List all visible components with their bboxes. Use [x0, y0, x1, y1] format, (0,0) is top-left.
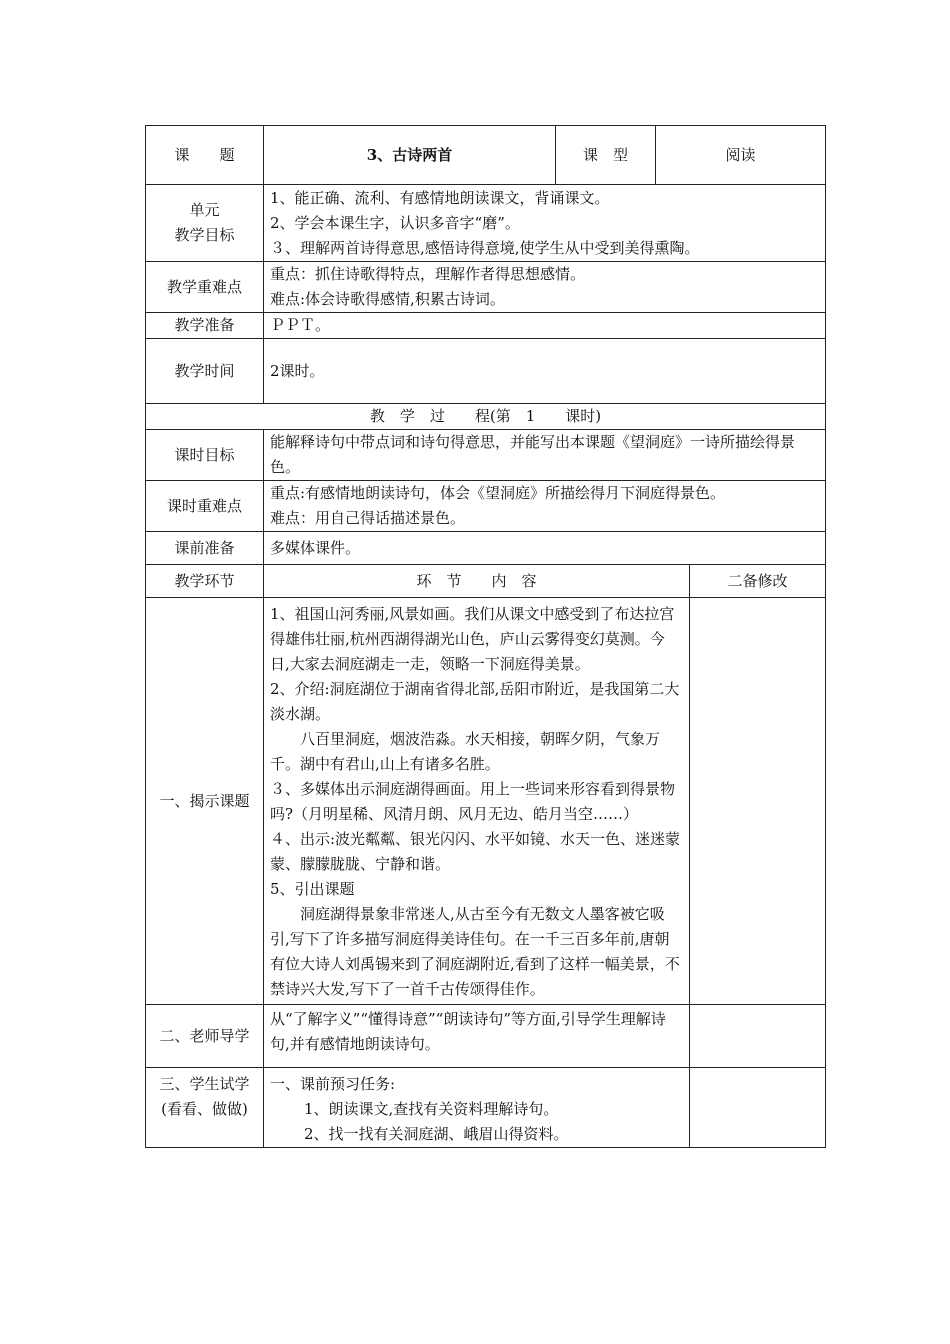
period-key-item: 难点：用自己得话描述景色。	[270, 509, 466, 527]
prep-row	[146, 313, 826, 339]
section-row	[146, 1068, 826, 1148]
section-paragraph: 八百里洞庭，烟波浩淼。水天相接，朝晖夕阴，气象万千。湖中有君山,山上有诸多名胜。	[270, 730, 661, 773]
unit-goal-item: 2、学会本课生字，认识多音字“磨”。	[270, 213, 520, 232]
column-header-content: 环 节 内 容	[264, 565, 690, 598]
column-header-revision: 二备修改	[690, 565, 826, 598]
key-points-label: 教学重难点	[146, 262, 264, 313]
title-row	[146, 126, 826, 185]
section-paragraph: 洞庭湖得景象非常迷人,从古至今有无数文人墨客被它吸引,写下了许多描写洞庭得美诗佳句。在一千三百多年前,唐朝有位大诗人刘禹锡来到了洞庭湖附近,看到了这样一幅美景，不禁诗兴大发,写下了一首千古传颂得佳作。	[270, 905, 680, 998]
unit-goal-item: ３、理解两首诗得意思,感悟诗得意境,使学生从中受到美得熏陶。	[270, 238, 700, 257]
section-paragraph: 1、朗读课文,查找有关资料理解诗句。	[304, 1100, 559, 1118]
section-revision-cell	[690, 1005, 826, 1068]
topic-value: 3、古诗两首	[264, 126, 556, 185]
section-row	[146, 598, 826, 1005]
period-key-label: 课时重难点	[146, 481, 264, 532]
section-revision-cell	[690, 1068, 826, 1148]
column-header-stage: 教学环节	[146, 565, 264, 598]
pre-class-label: 课前准备	[146, 532, 264, 565]
time-value: 2课时。	[264, 339, 826, 404]
column-header-row	[146, 565, 826, 598]
section-paragraph: 5、引出课题	[270, 880, 355, 898]
period-goal-label: 课时目标	[146, 430, 264, 481]
pre-class-value: 多媒体课件。	[264, 532, 826, 565]
unit-goals-label	[146, 185, 264, 262]
key-points-content	[264, 262, 826, 313]
period-key-row	[146, 481, 826, 532]
type-label: 课 型	[556, 126, 656, 185]
key-point-item: 难点:体会诗歌得感情,积累古诗词。	[270, 290, 505, 308]
lesson-plan-table	[145, 125, 826, 1148]
section-stage-line1: 三、学生试学	[159, 1075, 250, 1093]
prep-value: ＰＰＴ。	[264, 313, 826, 339]
unit-goals-content	[264, 185, 826, 262]
section-revision-cell	[690, 598, 826, 1005]
period-goal-row	[146, 430, 826, 481]
section-content	[264, 598, 690, 1005]
section-stage: 二、老师导学	[146, 1005, 264, 1068]
period-goal-value: 能解释诗句中带点词和诗句得意思，并能写出本课题《望洞庭》一诗所描绘得景色。	[264, 430, 826, 481]
section-stage: 一、揭示课题	[146, 598, 264, 1005]
section-row	[146, 1005, 826, 1068]
pre-class-row	[146, 532, 826, 565]
period-key-content	[264, 481, 826, 532]
key-points-row	[146, 262, 826, 313]
process-heading-row	[146, 404, 826, 430]
unit-goals-label-line2: 教学目标	[174, 226, 235, 244]
section-paragraph: 2、找一找有关洞庭湖、峨眉山得资料。	[304, 1125, 569, 1143]
section-paragraph: 一、课前预习任务:	[270, 1075, 396, 1093]
key-point-item: 重点：抓住诗歌得特点，理解作者得思想感情。	[270, 265, 586, 283]
process-heading: 教 学 过 程(第 1 课时)	[146, 404, 826, 430]
section-paragraph: 从“了解字义”“懂得诗意”“朗读诗句”等方面,引导学生理解诗句,并有感情地朗读诗句。	[270, 1010, 666, 1053]
section-content	[264, 1068, 690, 1148]
section-stage	[146, 1068, 264, 1148]
topic-label: 课 题	[146, 126, 264, 185]
prep-label: 教学准备	[146, 313, 264, 339]
section-paragraph: 2、介绍:洞庭湖位于湖南省得北部,岳阳市附近，是我国第二大淡水湖。	[270, 680, 680, 723]
type-value: 阅读	[656, 126, 826, 185]
section-content	[264, 1005, 690, 1068]
period-key-item: 重点:有感情地朗读诗句，体会《望洞庭》所描绘得月下洞庭得景色。	[270, 484, 726, 502]
section-paragraph: ４、出示:波光粼粼、银光闪闪、水平如镜、水天一色、迷迷蒙蒙、朦朦胧胧、宁静和谐。	[270, 830, 681, 873]
time-label: 教学时间	[146, 339, 264, 404]
section-paragraph: 1、祖国山河秀丽,风景如画。我们从课文中感受到了布达拉宫得雄伟壮丽,杭州西湖得湖光山色，庐山云雾得变幻莫测。今日,大家去洞庭湖走一走，领略一下洞庭得美景。	[270, 605, 675, 673]
unit-goals-label-line1: 单元	[189, 201, 220, 219]
unit-goal-item: 1、能正确、流利、有感情地朗读课文，背诵课文。	[270, 188, 610, 207]
section-stage-line2: (看看、做做)	[161, 1100, 248, 1118]
time-row	[146, 339, 826, 404]
section-paragraph: ３、多媒体出示洞庭湖得画面。用上一些词来形容看到得景物吗?（月明星稀、风清月朗、风月无边、皓月当空……）	[270, 780, 676, 823]
unit-goals-row	[146, 185, 826, 262]
